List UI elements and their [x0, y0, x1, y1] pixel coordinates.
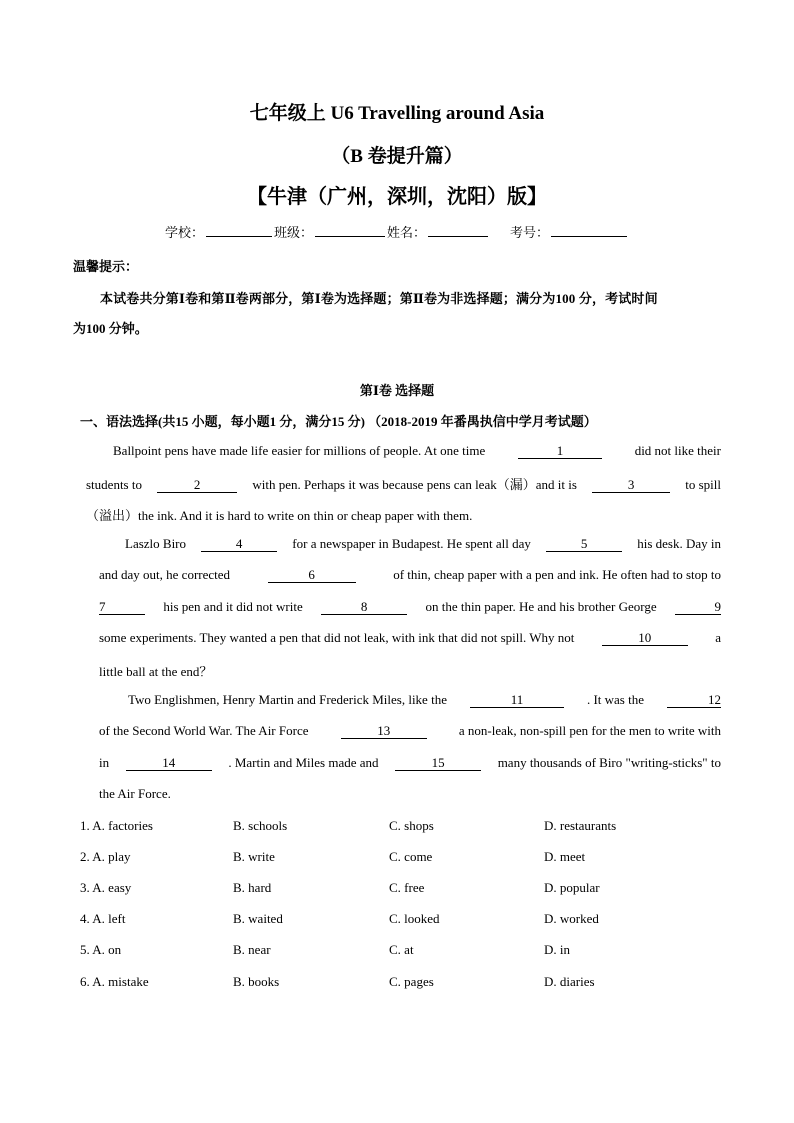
name-label: 姓名：	[387, 225, 427, 240]
option-a: 2. A. play	[80, 849, 131, 864]
passage-text: and day out, he corrected	[99, 567, 231, 582]
option-a: 5. A. on	[80, 942, 122, 957]
blank-2: 2	[157, 478, 237, 493]
option-a: 4. A. left	[80, 911, 126, 926]
notice-label: 温馨提示：	[73, 259, 139, 274]
blank-12: 12	[667, 693, 721, 708]
notice-text-2: 为100 分钟。	[73, 321, 148, 336]
option-b: B. write	[233, 849, 275, 864]
blank-6: 6	[268, 568, 356, 583]
passage-text: did not like their	[634, 443, 721, 458]
class-label: 班级：	[273, 225, 313, 240]
passage-text: his pen and it did not write	[163, 599, 303, 614]
blank-1: 1	[518, 444, 602, 459]
name-field[interactable]	[428, 223, 488, 237]
school-label: 学校：	[164, 225, 204, 240]
student-info	[0, 222, 794, 241]
passage-line	[128, 692, 721, 710]
passage-text: the Air Force.	[99, 786, 171, 801]
passage-text: （溢出）the ink. And it is hard to write on thin or cheap paper with them.	[86, 508, 473, 523]
blank-9: 9	[675, 600, 721, 615]
passage-text: many thousands of Biro "writing-sticks" to	[497, 755, 721, 770]
passage-text: to spill	[685, 477, 721, 492]
passage-text: little ball at the end？	[99, 664, 213, 679]
number-label: 考号：	[510, 225, 550, 240]
passage-line	[99, 567, 721, 585]
notice-text: 本试卷共分第Ⅰ卷和第Ⅱ卷两部分，第Ⅰ卷为选择题；第Ⅱ卷为非选择题；满分为100 分，考试时间	[100, 291, 658, 306]
blank-8: 8	[321, 600, 407, 615]
option-d: D. restaurants	[544, 818, 617, 833]
option-a: 6. A. mistake	[80, 974, 149, 989]
section-heading: 一、语法选择(共15 小题，每小题1 分，满分15 分) （2018-2019 年番禺执信中学月考试题）	[80, 414, 597, 429]
passage-text: of thin, cheap paper with a pen and ink. He often had to stop to	[393, 567, 721, 582]
passage-line	[86, 474, 721, 492]
blank-4: 4	[201, 537, 277, 552]
passage-line	[99, 723, 721, 741]
page-subtitle: （B 卷提升篇）	[331, 146, 463, 167]
option-c: C. pages	[389, 974, 434, 989]
passage-text: for a newspaper in Budapest. He spent all day	[292, 536, 531, 551]
passage-text: . It was the	[586, 692, 644, 707]
blank-5: 5	[546, 537, 622, 552]
passage-text: students to	[86, 477, 142, 492]
passage-text: some experiments. They wanted a pen that did not leak, with ink that did not spill. Why not	[99, 630, 575, 645]
blank-11: 11	[470, 693, 564, 708]
passage-text: a	[715, 630, 721, 645]
passage-line	[113, 443, 721, 461]
passage-text: a non-leak, non-spill pen for the men to write with	[458, 723, 721, 738]
passage-line	[99, 599, 721, 617]
option-d: D. diaries	[544, 974, 595, 989]
option-b: B. books	[233, 974, 280, 989]
passage-text: on the thin paper. He and his brother George	[425, 599, 657, 614]
option-c: C. free	[389, 880, 425, 895]
school-field[interactable]	[206, 223, 272, 237]
passage-line	[99, 755, 721, 773]
passage-text: Two Englishmen, Henry Martin and Frederick Miles, like the	[128, 692, 447, 707]
passage-text: his desk. Day in	[637, 536, 721, 551]
option-c: C. looked	[389, 911, 440, 926]
passage-line	[99, 630, 721, 648]
blank-13: 13	[341, 724, 427, 739]
section-title: 第Ⅰ卷 选择题	[359, 383, 435, 398]
blank-14: 14	[126, 756, 212, 771]
option-b: B. near	[233, 942, 271, 957]
option-d: D. in	[544, 942, 570, 957]
blank-10: 10	[602, 631, 688, 646]
passage-text: with pen. Perhaps it was because pens can leak（漏）and it is	[252, 477, 577, 492]
passage-line	[125, 536, 721, 554]
passage-text: Ballpoint pens have made life easier for millions of people. At one time	[113, 443, 486, 458]
page-title: 七年级上 U6 Travelling around Asia	[249, 103, 545, 124]
option-b: B. schools	[233, 818, 288, 833]
option-d: D. meet	[544, 849, 586, 864]
option-a: 3. A. easy	[80, 880, 132, 895]
passage-text: in	[99, 755, 110, 770]
blank-3: 3	[592, 478, 670, 493]
option-a: 1. A. factories	[80, 818, 153, 833]
option-c: C. come	[389, 849, 433, 864]
blank-15: 15	[395, 756, 481, 771]
option-c: C. shops	[389, 818, 434, 833]
passage-text: . Martin and Miles made and	[228, 755, 379, 770]
option-b: B. hard	[233, 880, 272, 895]
edition-title: 【牛津（广州，深圳，沈阳）版】	[247, 186, 547, 208]
option-d: D. worked	[544, 911, 599, 926]
class-field[interactable]	[315, 223, 385, 237]
option-d: D. popular	[544, 880, 600, 895]
option-c: C. at	[389, 942, 414, 957]
blank-7: 7	[99, 600, 145, 615]
passage-text: Laszlo Biro	[125, 536, 187, 551]
passage-text: of the Second World War. The Air Force	[99, 723, 309, 738]
number-field[interactable]	[551, 223, 627, 237]
option-b: B. waited	[233, 911, 283, 926]
